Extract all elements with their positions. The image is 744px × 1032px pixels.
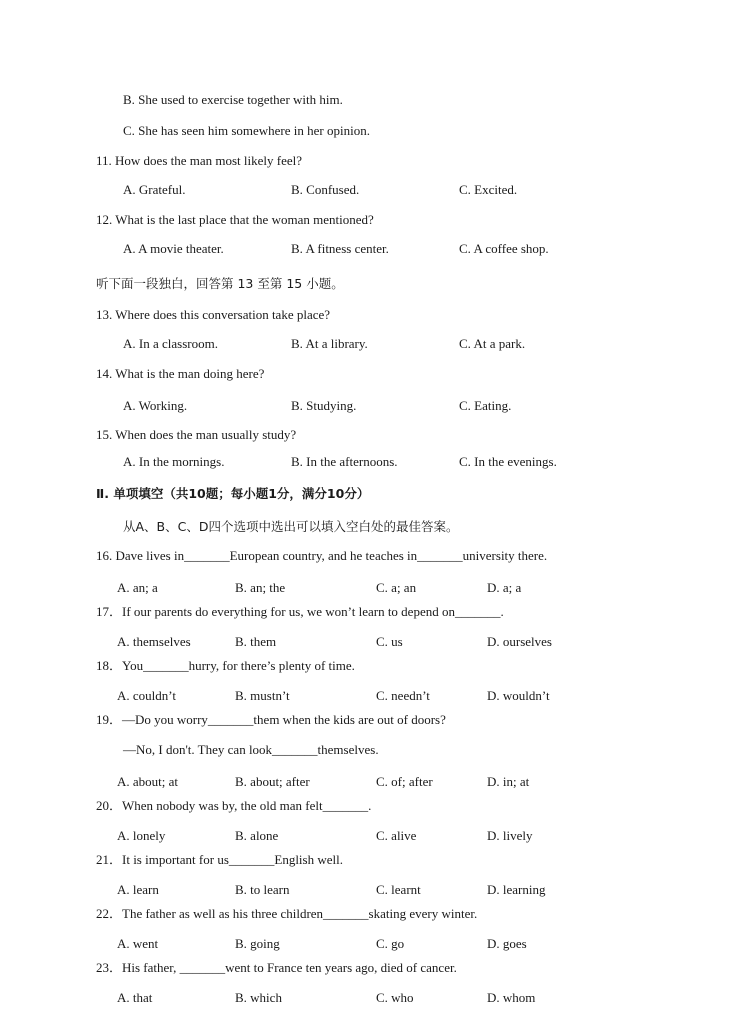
q14-option-b: B. Studying. <box>291 398 357 413</box>
q18-option-a: A. couldn’t <box>117 688 176 703</box>
q23-option-d: D. whom <box>487 990 536 1005</box>
q17-option-c: C. us <box>376 634 403 649</box>
q16-option-d: D. a; a <box>487 580 522 595</box>
q12-option-c: C. A coffee shop. <box>459 241 549 256</box>
q18-option-d: D. wouldn’t <box>487 688 550 703</box>
question-19: 19．—Do you worry_______them when the kids are out of doors? <box>96 712 446 727</box>
q11-option-b: B. Confused. <box>291 182 360 197</box>
q16-option-a: A. an; a <box>117 580 158 595</box>
q20-option-d: D. lively <box>487 828 533 843</box>
q13-option-a: A. In a classroom. <box>123 336 218 351</box>
q10-option-c: C. She has seen him somewhere in her opinion. <box>123 123 370 138</box>
q15-option-c: C. In the evenings. <box>459 454 557 469</box>
monologue-instruction: 听下面一段独白，回答第 13 至第 15 小题。 <box>96 276 344 291</box>
q22-option-d: D. goes <box>487 936 527 951</box>
question-22: 22．The father as well as his three children_______skating every winter. <box>96 906 478 921</box>
q19-option-a: A. about; at <box>117 774 179 789</box>
q21-option-a: A. learn <box>117 882 159 897</box>
q16-option-c: C. a; an <box>376 580 417 595</box>
question-23: 23．His father, _______went to France ten years ago, died of cancer. <box>96 960 457 975</box>
q12-option-b: B. A fitness center. <box>291 241 389 256</box>
q22-option-a: A. went <box>117 936 159 951</box>
question-17: 17．If our parents do everything for us, we won’t learn to depend on_______. <box>96 604 504 619</box>
part-2-instruction: 从A、B、C、D四个选项中选出可以填入空白处的最佳答案。 <box>123 519 459 534</box>
q20-option-c: C. alive <box>376 828 417 843</box>
q11-option-c: C. Excited. <box>459 182 518 197</box>
q12-option-a: A. A movie theater. <box>123 241 224 256</box>
q21-option-d: D. learning <box>487 882 546 897</box>
q17-option-d: D. ourselves <box>487 634 552 649</box>
q18-option-b: B. mustn’t <box>235 688 290 703</box>
question-16: 16. Dave lives in_______European country, and he teaches in_______university there. <box>96 548 548 563</box>
q10-option-b: B. She used to exercise together with him. <box>123 92 343 107</box>
q14-option-a: A. Working. <box>123 398 188 413</box>
question-12: 12. What is the last place that the woman mentioned? <box>96 212 374 227</box>
q23-option-c: C. who <box>376 990 414 1005</box>
question-18: 18．You_______hurry, for there’s plenty of time. <box>96 658 355 673</box>
q19-option-d: D. in; at <box>487 774 530 789</box>
q14-option-c: C. Eating. <box>459 398 512 413</box>
q21-option-c: C. learnt <box>376 882 421 897</box>
question-11: 11. How does the man most likely feel? <box>96 153 303 168</box>
q13-option-c: C. At a park. <box>459 336 526 351</box>
q18-option-c: C. needn’t <box>376 688 430 703</box>
q13-option-b: B. At a library. <box>291 336 368 351</box>
question-15: 15. When does the man usually study? <box>96 427 297 442</box>
question-13: 13. Where does this conversation take place? <box>96 307 331 322</box>
q11-option-a: A. Grateful. <box>123 182 186 197</box>
question-19-reply: —No, I don't. They can look_______themselves. <box>123 742 379 757</box>
q15-option-a: A. In the mornings. <box>123 454 225 469</box>
q19-option-c: C. of; after <box>376 774 433 789</box>
q15-option-b: B. In the afternoons. <box>291 454 398 469</box>
q21-option-b: B. to learn <box>235 882 290 897</box>
q23-option-a: A. that <box>117 990 153 1005</box>
q17-option-a: A. themselves <box>117 634 191 649</box>
q20-option-a: A. lonely <box>117 828 166 843</box>
q17-option-b: B. them <box>235 634 277 649</box>
q16-option-b: B. an; the <box>235 580 286 595</box>
q19-option-b: B. about; after <box>235 774 310 789</box>
part-2-heading: Ⅱ. 单项填空（共10题；每小题1分，满分10分） <box>96 486 370 501</box>
q23-option-b: B. which <box>235 990 282 1005</box>
q22-option-b: B. going <box>235 936 280 951</box>
question-14: 14. What is the man doing here? <box>96 366 265 381</box>
q22-option-c: C. go <box>376 936 405 951</box>
question-21: 21．It is important for us_______English well. <box>96 852 343 867</box>
question-20: 20．When nobody was by, the old man felt_______. <box>96 798 372 813</box>
q20-option-b: B. alone <box>235 828 279 843</box>
